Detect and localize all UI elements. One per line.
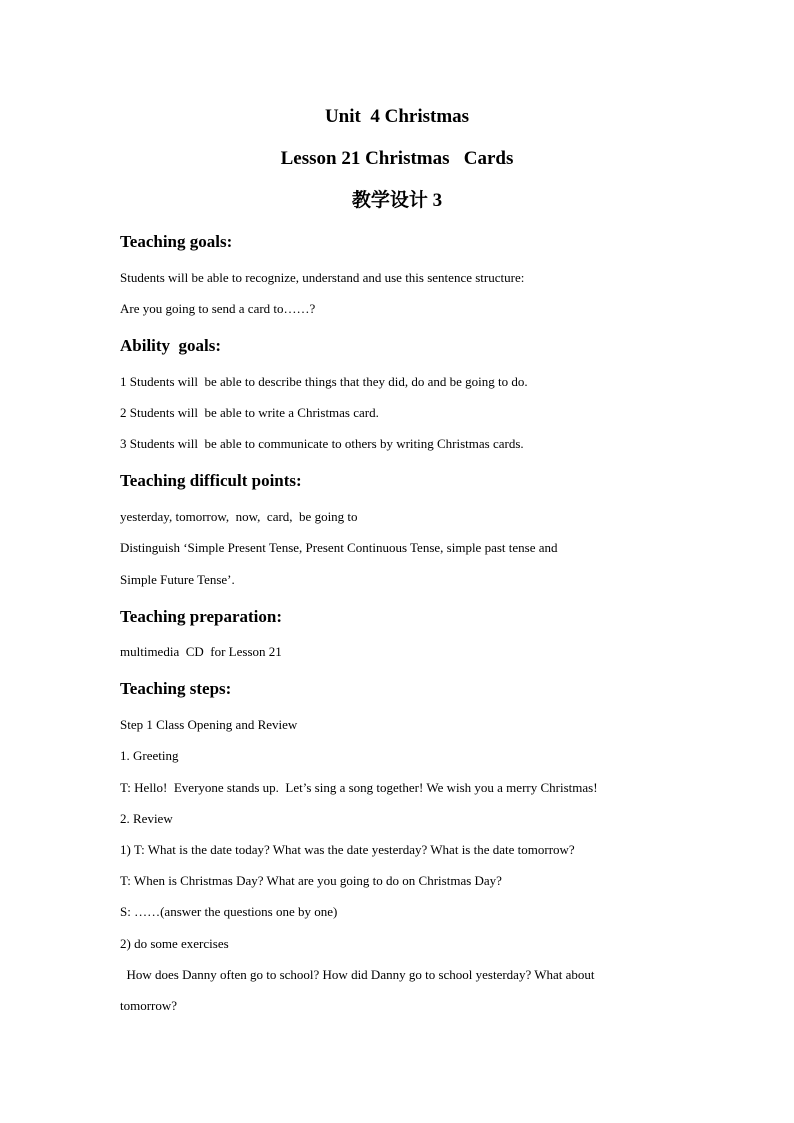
steps-line: 1. Greeting xyxy=(120,748,179,763)
section-heading-difficult-points: Teaching difficult points: xyxy=(120,471,302,490)
ability-goals-line: 1 Students will be able to describe things that they did, do and be going to do. xyxy=(120,374,528,389)
section-heading-ability-goals: Ability goals: xyxy=(120,336,222,355)
design-title: 教学设计 3 xyxy=(351,190,443,211)
ability-goals-line: 3 Students will be able to communicate to others by writing Christmas cards. xyxy=(120,436,524,451)
difficult-points-line: yesterday, tomorrow, now, card, be going to xyxy=(120,509,358,524)
steps-line: S: ……(answer the questions one by one) xyxy=(120,904,338,919)
steps-line: tomorrow? xyxy=(120,998,178,1013)
unit-title: Unit 4 Christmas xyxy=(324,106,470,127)
lesson-title: Lesson 21 Christmas Cards xyxy=(280,148,514,169)
section-heading-steps: Teaching steps: xyxy=(120,679,232,698)
steps-line: Step 1 Class Opening and Review xyxy=(120,717,298,732)
section-heading-preparation: Teaching preparation: xyxy=(120,607,282,626)
steps-line: How does Danny often go to school? How did Danny go to school yesterday? What about xyxy=(120,967,595,982)
teaching-goals-line: Are you going to send a card to……? xyxy=(120,301,316,316)
steps-line: 1) T: What is the date today? What was the date yesterday? What is the date tomorrow? xyxy=(120,842,575,857)
preparation-line: multimedia CD for Lesson 21 xyxy=(120,644,282,659)
section-heading-teaching-goals: Teaching goals: xyxy=(120,232,233,251)
teaching-goals-line: Students will be able to recognize, understand and use this sentence structure: xyxy=(120,270,525,285)
steps-line: T: Hello! Everyone stands up. Let’s sing a song together! We wish you a merry Christmas! xyxy=(120,780,598,795)
steps-line: 2. Review xyxy=(120,811,173,826)
difficult-points-line: Simple Future Tense’. xyxy=(120,572,235,587)
ability-goals-line: 2 Students will be able to write a Christmas card. xyxy=(120,405,379,420)
steps-line: 2) do some exercises xyxy=(120,936,229,951)
difficult-points-line: Distinguish ‘Simple Present Tense, Present Continuous Tense, simple past tense and xyxy=(120,540,558,555)
steps-line: T: When is Christmas Day? What are you going to do on Christmas Day? xyxy=(120,873,502,888)
